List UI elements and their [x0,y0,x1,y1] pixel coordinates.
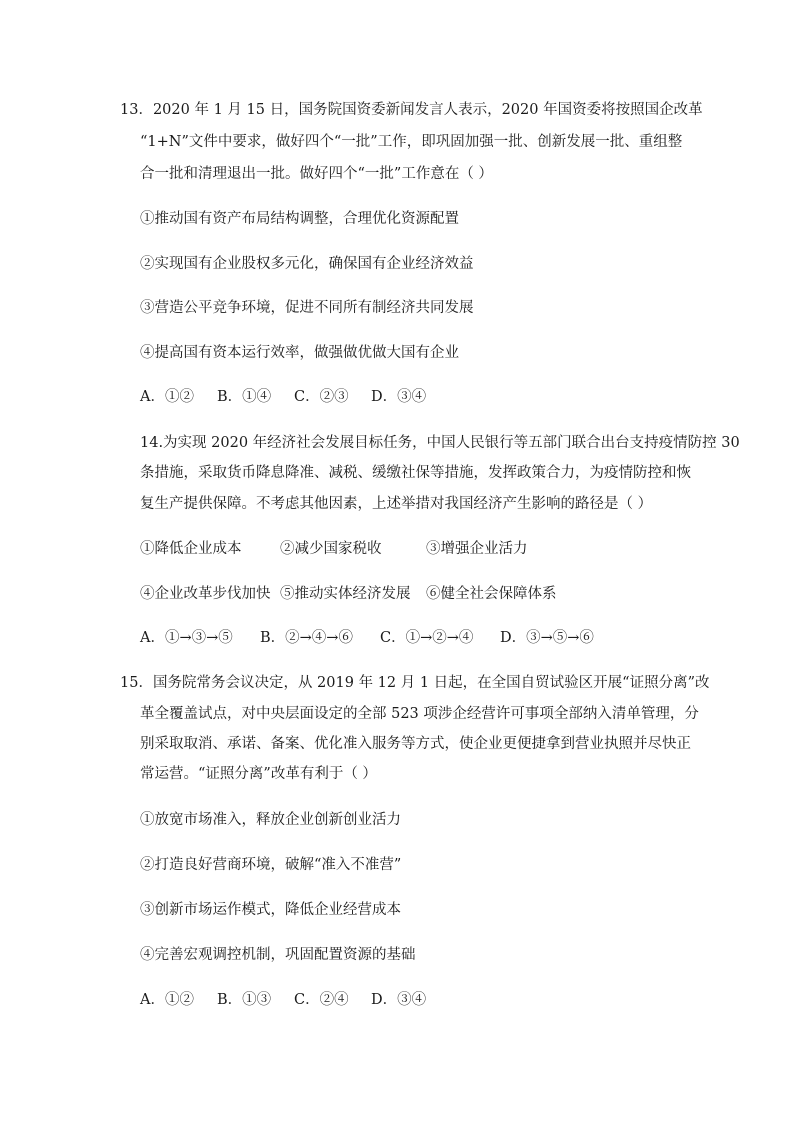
question-15-choice-a[interactable]: A．①② [140,992,194,1008]
question-15-choice-d[interactable]: D．③④ [371,992,427,1008]
question-15-answer-choices [140,990,680,1010]
question-14-option-4: ④企业改革步伐加快 [140,586,271,602]
question-13-option-3: ③营造公平竞争环境，促进不同所有制经济共同发展 [140,300,474,316]
question-14-choice-b[interactable]: B．②→④→⑥ [260,630,353,646]
question-13-choice-b[interactable]: B．①④ [217,389,272,405]
question-13-stem-line-2: “1+N”文件中要求，做好四个“一批”工作，即巩固加强一批、创新发展一批、重组整 [140,134,683,150]
question-15-choice-c[interactable]: C．②④ [294,992,349,1008]
question-15-stem-line-1: 15．国务院常务会议决定，从 2019 年 12 月 1 日起，在全国自贸试验区开展“证照分离”改 [120,675,710,691]
question-15-option-3: ③创新市场运作模式，降低企业经营成本 [140,902,401,918]
question-15-stem-line-2: 革全覆盖试点，对中央层面设定的全部 523 项涉企经营许可事项全部纳入清单管理，分 [140,706,699,722]
question-14-option-6: ⑥健全社会保障体系 [426,586,557,602]
question-14-option-1: ①降低企业成本 [140,541,242,557]
question-14-choice-c[interactable]: C．①→②→④ [380,630,474,646]
question-14-option-3: ③增强企业活力 [426,541,528,557]
question-14-answer-choices [140,628,680,648]
question-15-stem-line-4: 常运营。“证照分离”改革有利于（ ） [140,766,377,782]
question-13-stem-line-1: 13．2020 年 1 月 15 日，国务院国资委新闻发言人表示，2020 年国资委将按照国企改革 [120,102,703,118]
question-15-choice-b[interactable]: B．①③ [217,992,272,1008]
question-14-stem-line-1: 14.为实现 2020 年经济社会发展目标任务，中国人民银行等五部门联合出台支持疫情防控 30 [140,435,740,451]
question-14-choice-a[interactable]: A．①→③→⑤ [140,630,233,646]
question-14-stem-line-2: 条措施，采取货币降息降准、减税、缓缴社保等措施，发挥政策合力，为疫情防控和恢 [140,465,691,481]
question-13-option-2: ②实现国有企业股权多元化，确保国有企业经济效益 [140,256,474,272]
question-13-option-1: ①推动国有资产布局结构调整，合理优化资源配置 [140,211,459,227]
question-13-stem-line-3: 合一批和清理退出一批。做好四个“一批”工作意在（ ） [140,166,493,182]
question-15-stem-line-3: 别采取取消、承诺、备案、优化准入服务等方式，使企业更便捷拿到营业执照并尽快正 [140,736,691,752]
question-13-choice-a[interactable]: A．①② [140,389,194,405]
question-15-option-2: ②打造良好营商环境，破解“准入不准营” [140,857,402,873]
question-14-choice-d[interactable]: D．③→⑤→⑥ [500,630,594,646]
question-13-option-4: ④提高国有资本运行效率，做强做优做大国有企业 [140,345,459,361]
question-14-options-row-2 [140,584,680,604]
question-14-option-5: ⑤推动实体经济发展 [280,586,411,602]
question-14-stem-line-3: 复生产提供保障。不考虑其他因素，上述举措对我国经济产生影响的路径是（ ） [140,496,653,512]
question-13-answer-choices [140,387,680,407]
question-14-options-row-1 [140,539,680,559]
question-15-option-1: ①放宽市场准入，释放企业创新创业活力 [140,812,401,828]
question-15-option-4: ④完善宏观调控机制，巩固配置资源的基础 [140,947,416,963]
question-13-choice-d[interactable]: D．③④ [371,389,427,405]
question-13-choice-c[interactable]: C．②③ [294,389,349,405]
question-14-option-2: ②减少国家税收 [280,541,382,557]
